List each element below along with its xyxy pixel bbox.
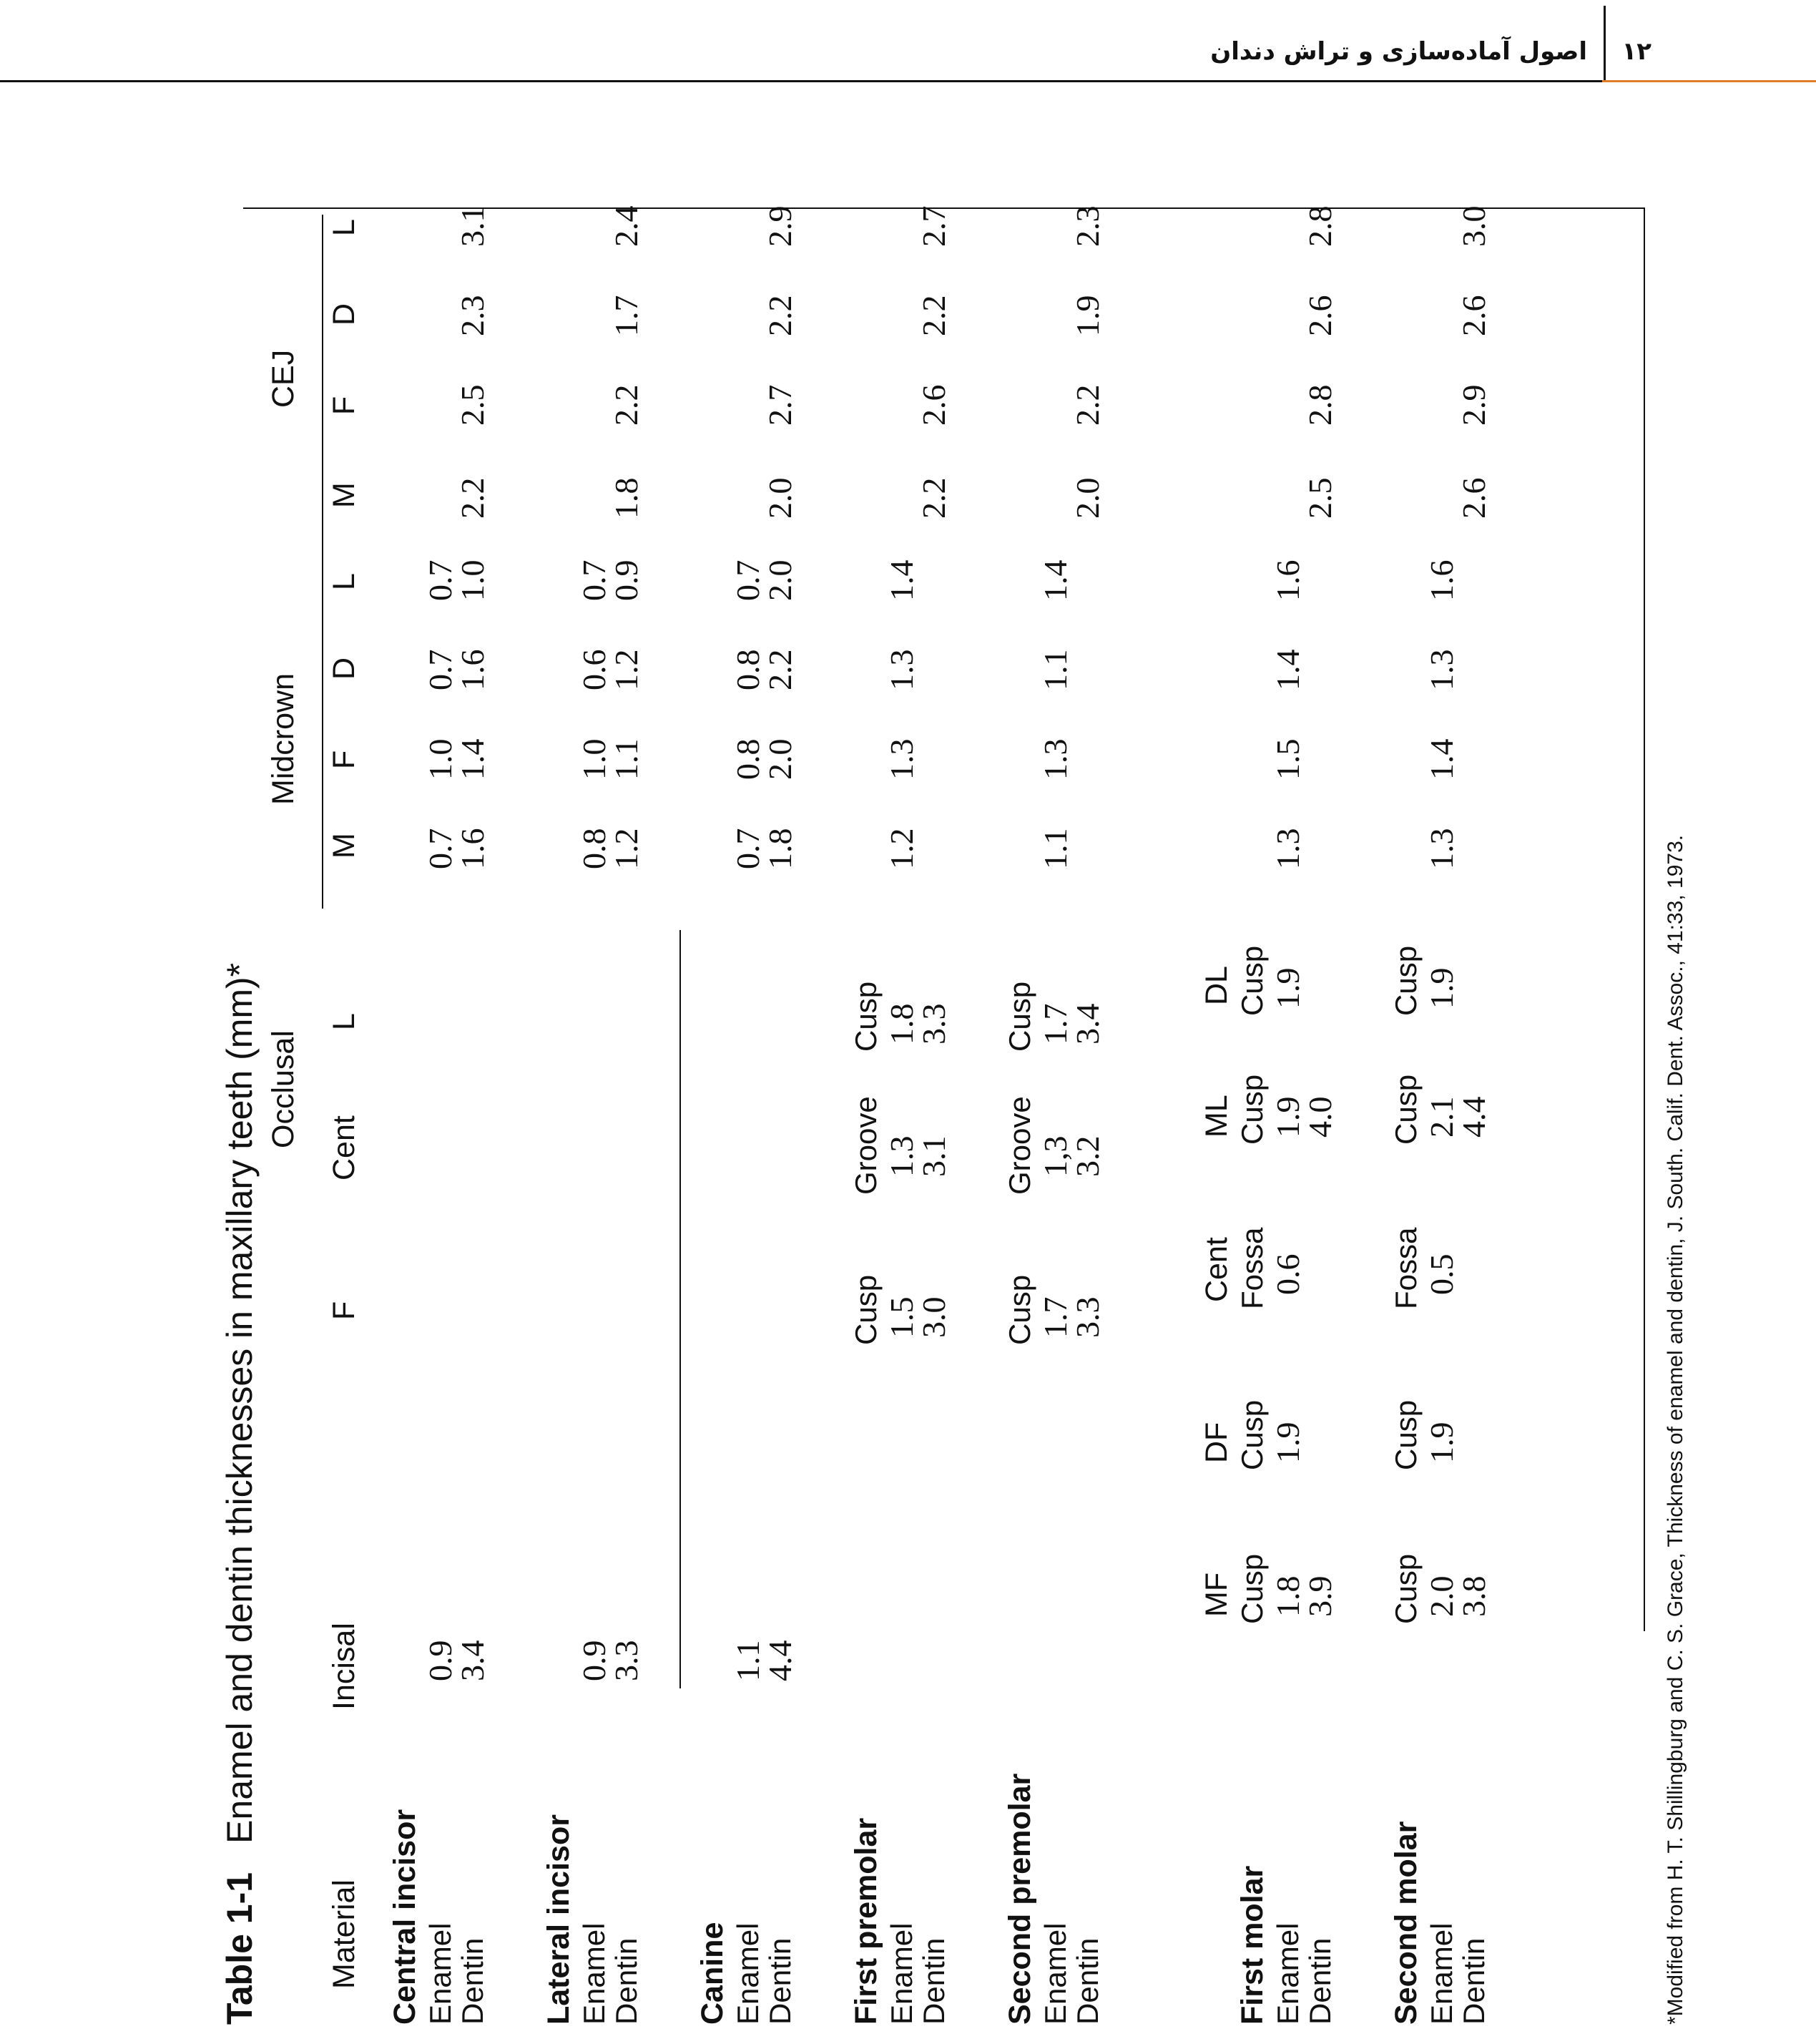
cell-cej-f: 2.2 (1069, 384, 1106, 426)
footnote-rule (1644, 207, 1645, 1631)
cell-occ-ml-dentin: 4.0 (1302, 1096, 1338, 1138)
cell-mid-l-dentin: 1.0 (454, 559, 491, 601)
row-tooth-second-molar: Second molar (1389, 1821, 1423, 2025)
col-header-incisal: Incisal (327, 1623, 361, 1710)
col-header-cej-l: L (327, 219, 361, 236)
cell-cej-f: 2.8 (1302, 384, 1338, 426)
row-label-dentin: Dentin (1457, 1937, 1491, 2025)
row-label-dentin: Dentin (1071, 1937, 1104, 2025)
cell-cej-d: 2.6 (1456, 295, 1492, 336)
cell-occ-f-dentin: 3.0 (916, 1296, 952, 1338)
cell-occ-mf-site: Cusp (1389, 1553, 1423, 1624)
row-label-enamel: Enamel (577, 1922, 611, 2025)
row-tooth-central-incisor: Central incisor (388, 1809, 422, 2025)
cell-mid-f-dentin: 1.4 (454, 738, 491, 780)
cell-mid-l-enamel: 0.7 (576, 559, 612, 601)
cell-mid-f-dentin: 1.1 (608, 738, 644, 780)
cell-occ-ml-site: Cusp (1235, 1074, 1269, 1145)
group-header-midcrown: Midcrown (266, 673, 300, 805)
cell-cej-f: 2.2 (608, 384, 644, 426)
group-header-cej: CEJ (266, 349, 300, 408)
cell-mid-f-dentin: 2.0 (762, 738, 798, 780)
cell-mid-f: 1.3 (883, 738, 920, 780)
header-separator (1604, 6, 1606, 80)
cell-occ-ml-enamel: 1.9 (1270, 1096, 1306, 1138)
row-tooth-lateral-incisor: Lateral incisor (541, 1814, 576, 2025)
cell-mid-m-enamel: 0.7 (422, 828, 458, 869)
row-tooth-first-premolar: First premolar (849, 1817, 883, 2025)
cell-incisal-dentin: 3.4 (454, 1640, 491, 1681)
row-tooth-first-molar: First molar (1235, 1865, 1270, 2025)
cell-occ-f-site: Cusp (849, 1274, 883, 1345)
cell-occ-cent-enamel: 0.6 (1270, 1253, 1306, 1295)
cell-occ-dl-enamel: 1.9 (1423, 967, 1460, 1009)
cell-occ-mf-enamel: 2.0 (1423, 1575, 1460, 1617)
cell-mid-l-enamel: 0.7 (422, 559, 458, 601)
molar-col-header-mf: MF (1199, 1572, 1234, 1617)
cell-mid-f: 1.5 (1270, 738, 1306, 780)
cell-mid-l-dentin: 2.0 (762, 559, 798, 601)
cell-cej-m: 2.2 (916, 477, 952, 519)
cell-mid-m: 1.3 (1423, 828, 1460, 869)
cell-occ-df-site: Cusp (1235, 1399, 1269, 1470)
cell-cej-d: 2.6 (1302, 295, 1338, 336)
cell-cej-f: 2.7 (762, 384, 798, 426)
row-label-dentin: Dentin (1303, 1937, 1337, 2025)
col-header-occ-l: L (327, 1013, 361, 1030)
cell-occ-cent-enamel: 1.3 (883, 1135, 920, 1177)
row-tooth-canine: Canine (695, 1922, 730, 2025)
cell-occ-l-dentin: 3.4 (1069, 1003, 1106, 1045)
cell-occ-dl-site: Cusp (1389, 945, 1423, 1016)
group-header-occlusal: Occlusal (266, 1030, 300, 1148)
table-footnote: *Modified from H. T. Shillingburg and C. S. Grace, Thickness of enamel and dentin, J. South. Calif. Dent. Assoc., 41:33, 1973. (1664, 834, 1687, 2025)
cell-occ-mf-enamel: 1.8 (1270, 1575, 1306, 1617)
cell-cej-f: 2.6 (916, 384, 952, 426)
cell-occ-cent-dentin: 3.2 (1069, 1135, 1106, 1177)
molar-header-rule (679, 930, 681, 1688)
header-rule-accent (1602, 80, 1816, 82)
col-header-material: Material (327, 1879, 361, 1989)
cell-cej-m: 2.0 (1069, 477, 1106, 519)
molar-col-header-ml: ML (1199, 1095, 1234, 1138)
col-header-occ-f: F (327, 1301, 361, 1320)
cell-occ-mf-site: Cusp (1235, 1553, 1269, 1624)
row-label-enamel: Enamel (1425, 1922, 1458, 2025)
row-label-enamel: Enamel (1039, 1922, 1072, 2025)
cell-cej-d: 2.2 (916, 295, 952, 336)
cell-mid-l: 1.6 (1270, 559, 1306, 601)
cell-cej-m: 2.5 (1302, 477, 1338, 519)
cell-mid-d: 1.3 (1423, 649, 1460, 690)
cell-mid-l-dentin: 0.9 (608, 559, 644, 601)
row-label-dentin: Dentin (609, 1937, 643, 2025)
cell-cej-l: 2.7 (916, 205, 952, 247)
cell-occ-cent-site: Fossa (1389, 1227, 1423, 1309)
table-caption-text: Enamel and dentin thicknesses in maxillary teeth (mm)* (220, 962, 260, 1844)
cell-mid-m-dentin: 1.8 (762, 828, 798, 869)
row-tooth-second-premolar: Second premolar (1003, 1773, 1037, 2025)
cell-occ-ml-enamel: 2.1 (1423, 1096, 1460, 1138)
molar-col-header-cent: Cent (1199, 1237, 1234, 1302)
cell-cej-m: 1.8 (608, 477, 644, 519)
cell-mid-d-dentin: 2.2 (762, 649, 798, 690)
cell-mid-m: 1.3 (1270, 828, 1306, 869)
cell-occ-f-enamel: 1.7 (1037, 1296, 1074, 1338)
cell-occ-l-site: Cusp (849, 981, 883, 1052)
page-number: ۱۲ (1621, 37, 1651, 66)
cell-mid-d-enamel: 0.8 (730, 649, 766, 690)
molar-col-header-df: DF (1199, 1422, 1234, 1463)
col-header-mid-d: D (327, 657, 361, 680)
cell-occ-mf-dentin: 3.8 (1456, 1575, 1492, 1617)
header-rule (0, 80, 1602, 82)
cell-occ-f-site: Cusp (1003, 1274, 1036, 1345)
cell-cej-d: 2.2 (762, 295, 798, 336)
cell-cej-l: 3.0 (1456, 205, 1492, 247)
cell-mid-f-enamel: 1.0 (422, 738, 458, 780)
cell-cej-l: 2.8 (1302, 205, 1338, 247)
molar-col-header-dl: DL (1199, 966, 1234, 1005)
cell-mid-d-dentin: 1.2 (608, 649, 644, 690)
cell-occ-df-enamel: 1.9 (1270, 1422, 1306, 1463)
cell-occ-l-dentin: 3.3 (916, 1003, 952, 1045)
cell-cej-f: 2.5 (454, 384, 491, 426)
cell-cej-f: 2.9 (1456, 384, 1492, 426)
cell-occ-cent-enamel: 0.5 (1423, 1253, 1460, 1295)
cell-cej-d: 1.7 (608, 295, 644, 336)
cell-occ-df-enamel: 1.9 (1423, 1422, 1460, 1463)
cell-occ-ml-site: Cusp (1389, 1074, 1423, 1145)
cell-mid-m-enamel: 0.7 (730, 828, 766, 869)
table-caption (220, 962, 260, 2025)
row-label-enamel: Enamel (885, 1922, 918, 2025)
col-header-mid-m: M (327, 833, 361, 859)
cell-occ-cent-site: Groove (1003, 1096, 1036, 1195)
col-header-cej-m: M (327, 482, 361, 508)
cell-occ-f-enamel: 1.5 (883, 1296, 920, 1338)
cell-incisal-enamel: 0.9 (576, 1640, 612, 1681)
cell-mid-d: 1.3 (883, 649, 920, 690)
cell-occ-l-site: Cusp (1003, 981, 1036, 1052)
cell-mid-f: 1.4 (1423, 738, 1460, 780)
cell-mid-l-enamel: 0.7 (730, 559, 766, 601)
row-label-enamel: Enamel (423, 1922, 457, 2025)
cell-cej-l: 2.3 (1069, 205, 1106, 247)
table-number: Table 1-1 (220, 1872, 260, 2025)
cell-mid-f-enamel: 1.0 (576, 738, 612, 780)
cell-incisal-dentin: 3.3 (608, 1640, 644, 1681)
cell-mid-m-dentin: 1.6 (454, 828, 491, 869)
row-label-dentin: Dentin (763, 1937, 797, 2025)
cell-incisal-dentin: 4.4 (762, 1640, 798, 1681)
cell-cej-m: 2.6 (1456, 477, 1492, 519)
cell-occ-ml-dentin: 4.4 (1456, 1096, 1492, 1138)
cell-mid-m: 1.1 (1037, 828, 1074, 869)
running-header-title: اصول آماده‌سازی و تراش دندان (1210, 37, 1587, 66)
cell-mid-l: 1.4 (883, 559, 920, 601)
row-label-dentin: Dentin (456, 1937, 489, 2025)
cell-occ-f-dentin: 3.3 (1069, 1296, 1106, 1338)
cell-cej-m: 2.2 (454, 477, 491, 519)
table-1-1 (207, 205, 1709, 2025)
cell-mid-f: 1.3 (1037, 738, 1074, 780)
cell-occ-mf-dentin: 3.9 (1302, 1575, 1338, 1617)
cell-mid-d-dentin: 1.6 (454, 649, 491, 690)
col-header-cej-d: D (327, 303, 361, 326)
cell-occ-dl-enamel: 1.9 (1270, 967, 1306, 1009)
cell-occ-cent-enamel: 1,3 (1037, 1135, 1074, 1177)
cell-mid-d-enamel: 0.6 (576, 649, 612, 690)
cell-occ-l-enamel: 1.7 (1037, 1003, 1074, 1045)
cell-cej-l: 2.9 (762, 205, 798, 247)
cell-occ-l-enamel: 1.8 (883, 1003, 920, 1045)
col-header-cej-f: F (327, 396, 361, 415)
cell-occ-cent-site: Fossa (1235, 1227, 1269, 1309)
col-header-mid-f: F (327, 750, 361, 769)
row-label-enamel: Enamel (731, 1922, 765, 2025)
cell-mid-f-enamel: 0.8 (730, 738, 766, 780)
cell-occ-dl-site: Cusp (1235, 945, 1269, 1016)
cell-occ-df-site: Cusp (1389, 1399, 1423, 1470)
cell-cej-l: 3.1 (454, 205, 491, 247)
row-label-dentin: Dentin (917, 1937, 951, 2025)
row-label-enamel: Enamel (1271, 1922, 1305, 2025)
cell-mid-d: 1.4 (1270, 649, 1306, 690)
cell-mid-d-enamel: 0.7 (422, 649, 458, 690)
cell-cej-m: 2.0 (762, 477, 798, 519)
col-header-occ-cent: Cent (327, 1115, 361, 1180)
cell-mid-l: 1.6 (1423, 559, 1460, 601)
cell-mid-d: 1.1 (1037, 649, 1074, 690)
col-header-mid-l: L (327, 573, 361, 590)
cell-cej-d: 2.3 (454, 295, 491, 336)
midcrown-cej-rule (322, 215, 323, 909)
cell-cej-d: 1.9 (1069, 295, 1106, 336)
cell-occ-cent-dentin: 3.1 (916, 1135, 952, 1177)
cell-incisal-enamel: 0.9 (422, 1640, 458, 1681)
cell-incisal-enamel: 1.1 (730, 1640, 766, 1681)
cell-mid-l: 1.4 (1037, 559, 1074, 601)
cell-cej-l: 2.4 (608, 205, 644, 247)
cell-mid-m: 1.2 (883, 828, 920, 869)
cell-mid-m-dentin: 1.2 (608, 828, 644, 869)
cell-mid-m-enamel: 0.8 (576, 828, 612, 869)
cell-occ-cent-site: Groove (849, 1096, 883, 1195)
